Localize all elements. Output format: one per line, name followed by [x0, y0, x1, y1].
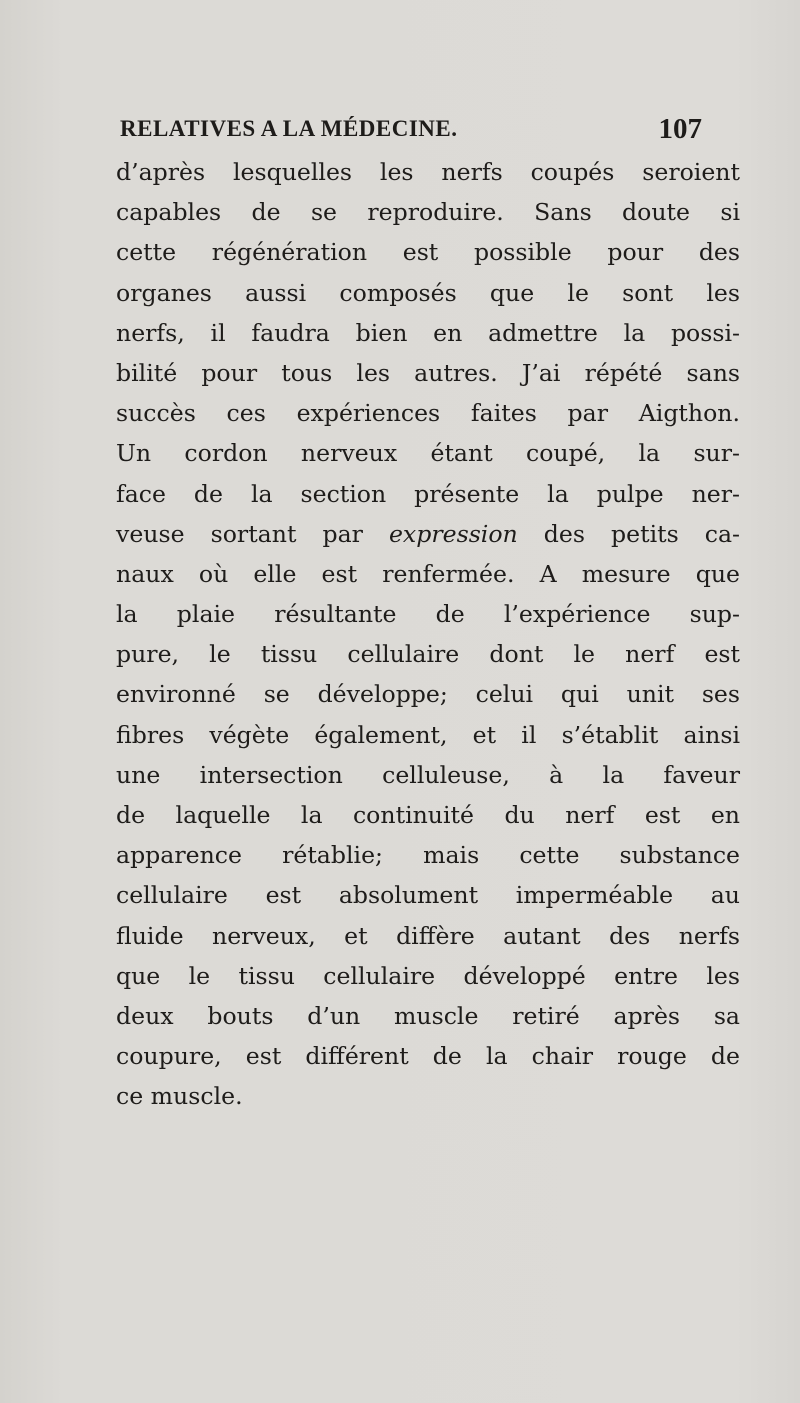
text-line: d’après lesquelles les nerfs coupés seroient: [116, 158, 740, 186]
text-line: naux où elle est renfermée. A mesure que: [116, 559, 740, 588]
text-line: pure, le tissu cellulaire dont le nerf est: [116, 640, 740, 669]
text-line-with-italic: [116, 514, 740, 554]
text-line: cette régénération est possible pour des: [116, 238, 740, 267]
page-number: 107: [658, 113, 702, 145]
text-line: environné se développe; celui qui unit ses: [116, 680, 740, 709]
text-line: ce muscle.: [116, 1082, 243, 1111]
text-line: fibres végète également, et il s’établit ainsi: [116, 720, 740, 749]
text-line: face de la section présente la pulpe ner-: [116, 479, 740, 508]
text-line: nerfs, il faudra bien en admettre la possi-: [116, 318, 740, 347]
text-line: Un cordon nerveux étant coupé, la sur-: [116, 439, 740, 468]
text-line: de laquelle la continuité du nerf est en: [116, 801, 740, 829]
text-line: la plaie résultante de l’expérience sup-: [116, 600, 740, 629]
text-line: deux bouts d’un muscle retiré après sa: [116, 1001, 740, 1030]
text-segment: des petits ca-: [517, 519, 740, 548]
text-line: cellulaire est absolument imperméable au: [116, 881, 740, 910]
text-line: fluide nerveux, et diffère autant des nerfs: [116, 921, 740, 950]
text-line: coupure, est différent de la chair rouge de: [116, 1042, 740, 1071]
text-line: bilité pour tous les autres. J’ai répété sans: [116, 358, 740, 387]
text-line: apparence rétablie; mais cette substance: [116, 841, 740, 870]
text-line: organes aussi composés que le sont les: [116, 278, 740, 307]
running-head-title: RELATIVES A LA MÉDECINE.: [120, 116, 458, 141]
italic-word: expression: [388, 519, 518, 548]
body-text: [116, 152, 740, 1117]
text-line: que le tissu cellulaire développé entre les: [116, 961, 740, 990]
running-head: [120, 113, 720, 146]
text-line: capables de se reproduire. Sans doute si: [116, 198, 740, 227]
text-line: une intersection celluleuse, à la faveur: [116, 760, 740, 789]
text-line: succès ces expériences faites par Aigthon.: [116, 399, 740, 428]
text-segment: veuse sortant par: [116, 519, 389, 548]
